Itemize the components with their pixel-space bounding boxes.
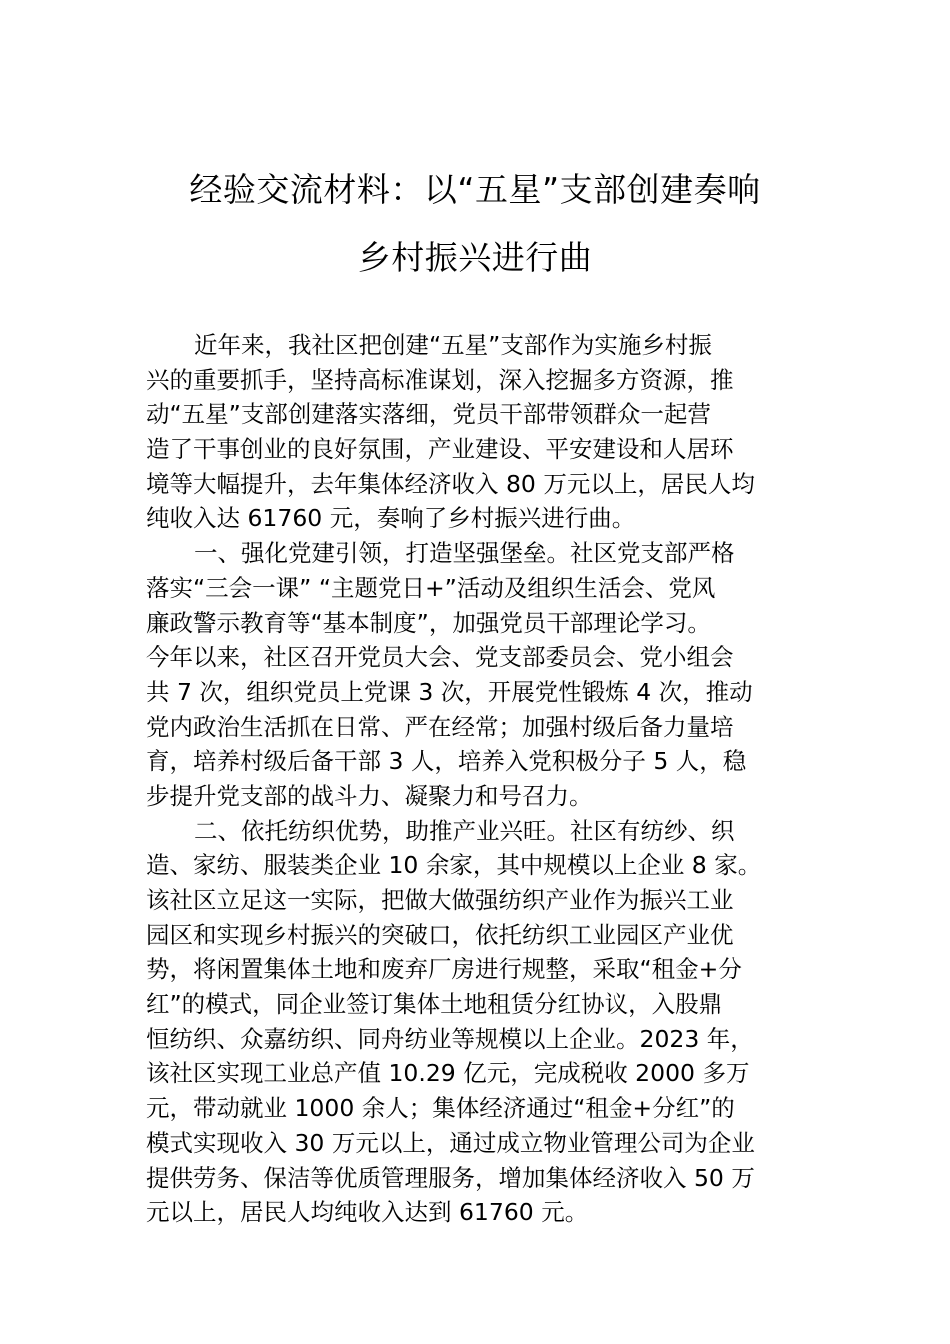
paragraph-line: 该社区立足这一实际，把做大做强纺织产业作为振兴工业 bbox=[146, 886, 734, 914]
paragraph-line: 园区和实现乡村振兴的突破口，依托纺织工业园区产业优 bbox=[146, 920, 734, 949]
paragraph-line: 今年以来，社区召开党员大会、党支部委员会、党小组会 bbox=[146, 643, 734, 672]
paragraph-first-line: 二、依托纺织优势，助推产业兴旺。社区有纺纱、织 bbox=[194, 816, 735, 845]
paragraph-first-line: 一、强化党建引领，打造坚强堡垒。社区党支部严格 bbox=[194, 539, 735, 568]
paragraph-line: 兴的重要抓手，坚持高标准谋划，深入挖掘多方资源，推 bbox=[146, 365, 734, 394]
paragraph-line: 造、家纺、服装类企业 10 余家，其中规模以上企业 8 家。 bbox=[146, 851, 762, 880]
paragraph-line: 该社区实现工业总产值 10.29 亿元，完成税收 2000 多万 bbox=[146, 1059, 750, 1088]
paragraph-line: 红”的模式，同企业签订集体土地租赁分红协议，入股鼎 bbox=[146, 990, 723, 1019]
paragraph-line: 育，培养村级后备干部 3 人，培养入党积极分子 5 人，稳 bbox=[146, 747, 747, 776]
paragraph-first-line: 近年来，我社区把创建“五星”支部作为实施乡村振 bbox=[194, 331, 712, 359]
paragraph-line: 元以上，居民人均纯收入达到 61760 元。 bbox=[146, 1198, 589, 1227]
paragraph-line: 廉政警示教育等“基本制度”，加强党员干部理论学习。 bbox=[146, 608, 711, 637]
paragraph-line: 纯收入达 61760 元，奏响了乡村振兴进行曲。 bbox=[146, 504, 636, 533]
document-title-line-1: 经验交流材料：以“五星”支部创建奏响 bbox=[189, 170, 761, 209]
paragraph-line: 造了干事创业的良好氛围，产业建设、平安建设和人居环 bbox=[146, 435, 734, 464]
paragraph-line: 境等大幅提升，去年集体经济收入 80 万元以上，居民人均 bbox=[146, 469, 755, 498]
paragraph-line: 党内政治生活抓在日常、严在经常；加强村级后备力量培 bbox=[146, 712, 734, 741]
paragraph-line: 模式实现收入 30 万元以上，通过成立物业管理公司为企业 bbox=[146, 1128, 755, 1157]
paragraph-line: 元，带动就业 1000 余人；集体经济通过“租金+分红”的 bbox=[146, 1094, 735, 1123]
paragraph-line: 势，将闲置集体土地和废弃厂房进行规整，采取“租金+分 bbox=[146, 955, 742, 984]
paragraph-line: 动“五星”支部创建落实落细，党员干部带领群众一起营 bbox=[146, 400, 711, 429]
paragraph-line: 落实“三会一课” “主题党日+”活动及组织生活会、党风 bbox=[146, 573, 716, 602]
paragraph-line: 步提升党支部的战斗力、凝聚力和号召力。 bbox=[146, 781, 593, 810]
document-body bbox=[146, 328, 816, 1230]
paragraph-line: 恒纺织、众嘉纺织、同舟纺业等规模以上企业。2023 年， bbox=[146, 1024, 754, 1053]
paragraph-line: 共 7 次，组织党员上党课 3 次，开展党性锻炼 4 次，推动 bbox=[146, 677, 753, 706]
document-title-line-2: 乡村振兴进行曲 bbox=[357, 238, 593, 277]
paragraph-line: 提供劳务、保洁等优质管理服务，增加集体经济收入 50 万 bbox=[146, 1163, 755, 1192]
